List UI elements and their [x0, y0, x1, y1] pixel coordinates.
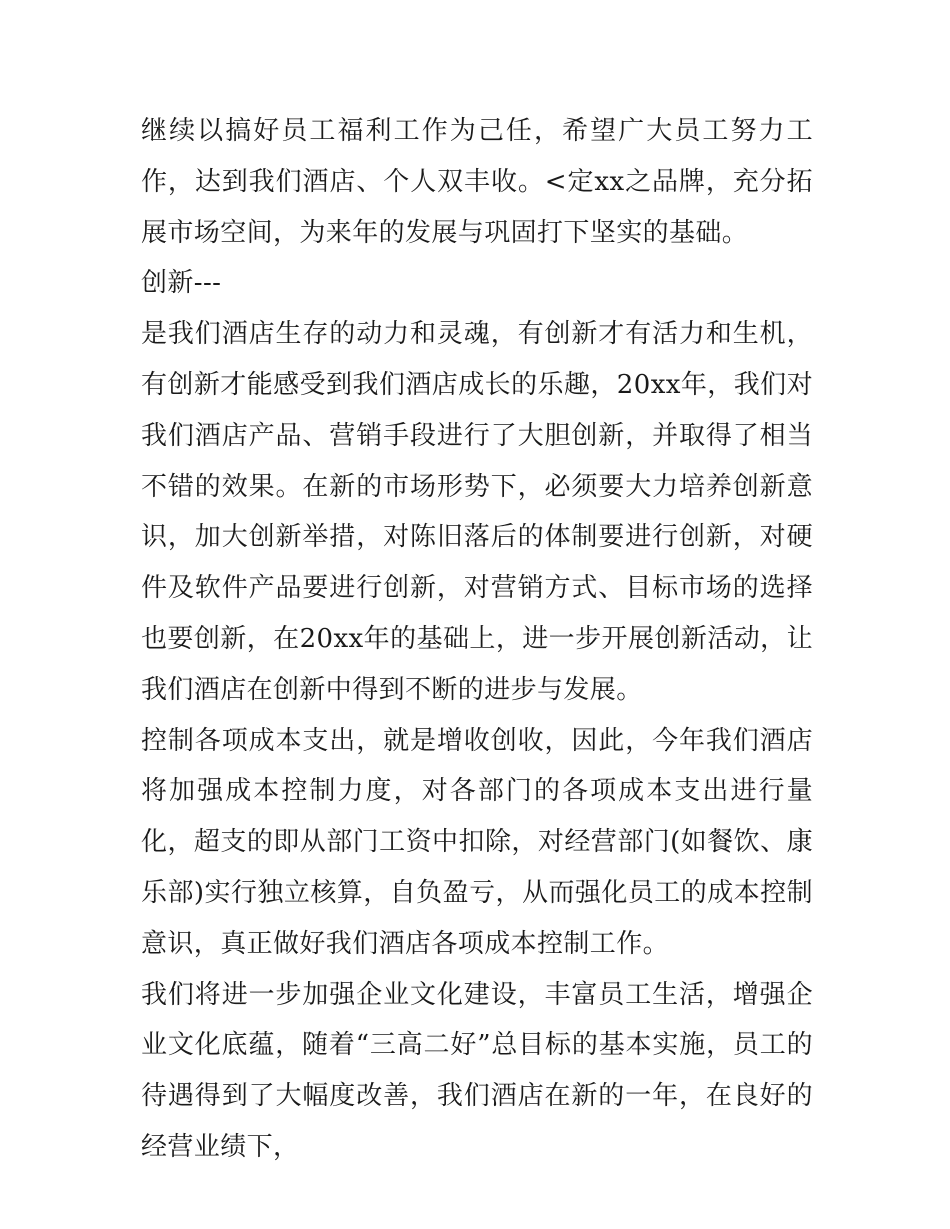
paragraph-corporate-culture: 我们将进一步加强企业文化建设，丰富员工生活，增强企业文化底蕴，随着“三高二好”总目标的基本实施，员工的待遇得到了大幅度改善，我们酒店在新的一年，在良好的经营业绩下， [141, 979, 813, 1162]
paragraph-cost-control: 控制各项成本支出，就是增收创收，因此，今年我们酒店将加强成本控制力度，对各部门的各项成本支出进行量化，超支的即从部门工资中扣除，对经营部门(如餐饮、康乐部)实行独立核算，自负盈亏，从而强化员工的成本控制意识，真正做好我们酒店各项成本控制工作。 [141, 725, 813, 959]
paragraph-innovation: 是我们酒店生存的动力和灵魂，有创新才有活力和生机，有创新才能感受到我们酒店成长的乐趣，20xx年，我们对我们酒店产品、营销手段进行了大胆创新，并取得了相当不错的效果。在新的市场形势下，必须要大力培养创新意识，加大创新举措，对陈旧落后的体制要进行创新，对硬件及软件产品要进行创新，对营销方式、目标市场的选择也要创新，在20xx年的基础上，进一步开展创新活动，让我们酒店在创新中得到不断的进步与发展。 [141, 319, 813, 705]
paragraph-welfare: 继续以搞好员工福利工作为己任，希望广大员工努力工作，达到我们酒店、个人双丰收。<定xx之品牌，充分拓展市场空间，为来年的发展与巩固打下坚实的基础。 [141, 116, 813, 248]
document-body [141, 106, 813, 1173]
paragraph-innovation-heading: 创新--- [141, 268, 222, 299]
